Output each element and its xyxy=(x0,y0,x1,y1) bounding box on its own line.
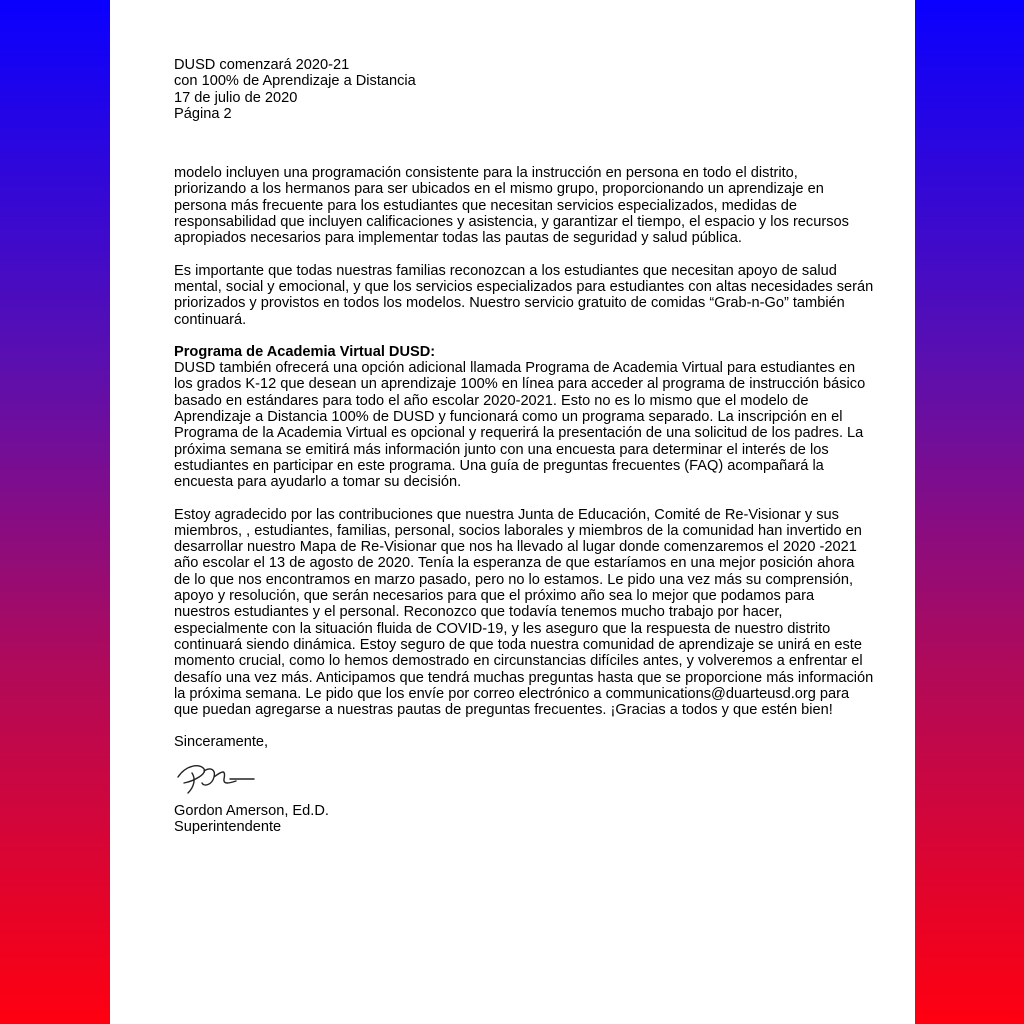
header-date: 17 de julio de 2020 xyxy=(174,89,298,106)
letter-header xyxy=(174,57,874,122)
signer-name: Gordon Amerson, Ed.D. xyxy=(174,802,329,819)
letter-page xyxy=(110,0,915,1024)
section-heading-virtual-academy: Programa de Academia Virtual DUSD: xyxy=(174,343,436,360)
header-title-line2: con 100% de Aprendizaje a Distancia xyxy=(174,73,416,90)
signature-icon xyxy=(174,757,874,803)
header-page-number: Página 2 xyxy=(174,105,232,122)
paragraph-gratitude: Estoy agradecido por las contribuciones que nuestra Junta de Educación, Comité de Re-Visionar y sus miembros, , estudiantes, familias, personal, socios laborales y miembros de la comunidad han invertido en desarrollar nuestro Mapa de Re-Visionar que nos ha llevado al lugar donde comenzaremos el 2020 -2021 año escolar el 13 de agosto de 2020. Tenía la esperanza de que estaríamos en una mejor posición ahora de lo que nos encontramos en marzo pasado, pero no lo estamos. Le pido una vez más su comprensión, apoyo y resolución, que serán necesarios para que el próximo año sea lo mejor que podamos para nuestros estudiantes y el personal. Reconozco que todavía tenemos mucho trabajo por hacer, especialmente con la situación fluida de COVID-19, y les aseguro que la respuesta de nuestro distrito continuará siendo dinámica. Estoy seguro de que toda nuestra comunidad de aprendizaje se unirá en este momento crucial, como lo hemos demostrado en circunstancias difíciles antes, y volveremos a enfrentar el desafío una vez más. Anticipamos que tendrá muchas preguntas hasta que se proporcione más información la próxima semana. Le pido que los envíe por correo electrónico a communications@duarteusd.org para que puedan agregarse a nuestras pautas de preguntas frecuentes. ¡Gracias a todos y que estén bien! xyxy=(174,506,874,719)
letter-content xyxy=(174,57,874,835)
header-title-line1: DUSD comenzará 2020-21 xyxy=(174,57,350,73)
paragraph-virtual-academy: DUSD también ofrecerá una opción adicional llamada Programa de Academia Virtual para estudiantes en los grados K-12 que desean un aprendizaje 100% en línea para acceder al programa de instrucción básico basado en estándares para todo el año escolar 2020-2021. Esto no es lo mismo que el modelo de Aprendizaje a Distancia 100% de DUSD y funcionará como un programa separado. La inscripción en el Programa de la Academia Virtual es opcional y requerirá la presentación de una solicitud de los padres. La próxima semana se emitirá más información junto con una encuesta para determinar el interés de los estudiantes en participar en este programa. Una guía de preguntas frecuentes (FAQ) acompañará la encuesta para ayudarlo a tomar su decisión. xyxy=(174,360,866,491)
signer-title: Superintendente xyxy=(174,818,282,835)
paragraph-model: modelo incluyen una programación consistente para la instrucción en persona en todo el distrito, priorizando a los hermanos para ser ubicados en el mismo grupo, proporcionando un aprendizaje en persona más frecuente para los estudiantes que necesitan servicios especializados, medidas de responsabilidad que incluyen calificaciones y asistencia, y garantizar el tiempo, el espacio y los recursos apropiados necesarios para implementar todas las pautas de seguridad y salud pública. xyxy=(174,165,849,247)
closing-salutation: Sinceramente, xyxy=(174,734,269,751)
paragraph-support: Es importante que todas nuestras familias reconozcan a los estudiantes que necesitan apoyo de salud mental, social y emocional, y que los servicios especializados para estudiantes con altas necesidades serán priorizados y provistos en todos los modelos. Nuestro servicio gratuito de comidas “Grab-n-Go” también continuará. xyxy=(174,262,874,328)
